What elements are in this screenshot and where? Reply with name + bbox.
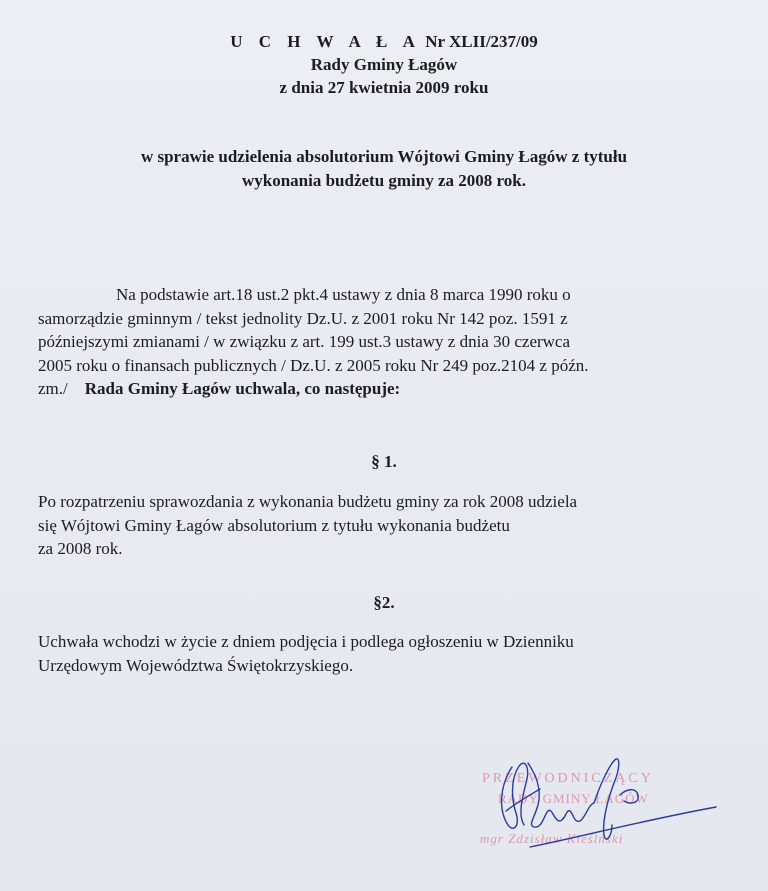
preamble-line: 2005 roku o finansach publicznych / Dz.U. z 2005 roku Nr 249 poz.2104 z późn. — [38, 355, 589, 375]
handwritten-signature — [470, 755, 740, 865]
section-1-mark: § 1. — [371, 452, 397, 471]
section-2-line: Uchwała wchodzi w życie z dniem podjęcia i podlega ogłoszeniu w Dzienniku — [38, 632, 574, 651]
subject-line: wykonania budżetu gminy za 2008 rok. — [241, 171, 526, 190]
official-stamp — [470, 755, 740, 865]
stamp-line-title: PRZEWODNICZĄCY — [482, 771, 654, 786]
section-2-mark: §2. — [373, 593, 395, 612]
preamble-line — [38, 377, 588, 401]
section-1-line: się Wójtowi Gminy Łagów absolutorium z tytułu wykonania budżetu — [38, 515, 510, 535]
section-2-text — [38, 630, 574, 677]
preamble-enactment: Rada Gminy Łagów uchwala, co następuje: — [84, 379, 401, 398]
signature-stroke — [620, 790, 638, 803]
signature-stroke — [530, 807, 716, 847]
resolution-number: Nr XLII/237/09 — [425, 32, 538, 51]
signature-stroke — [506, 789, 540, 811]
subject-line: w sprawie udzielenia absolutorium Wójtowi Gminy Łagów z tytułu — [140, 147, 628, 166]
resolution-title — [0, 30, 768, 53]
resolution-label: U C H W A Ł A — [230, 32, 421, 51]
resolution-date: z dnia 27 kwietnia 2009 roku — [279, 78, 489, 97]
preamble-line: Na podstawie art.18 ust.2 pkt.4 ustawy z dnia 8 marca 1990 roku o — [116, 285, 571, 304]
preamble-line: samorządzie gminnym / tekst jednolity Dz.U. z 2001 roku Nr 142 poz. 1591 z — [38, 308, 568, 328]
signature-stroke — [528, 763, 594, 827]
preamble-line: późniejszymi zmianami / w związku z art. 199 ust.3 ustawy z dnia 30 czerwca — [38, 332, 571, 351]
stamp-line-council: RADY GMINY ŁAGÓW — [498, 791, 649, 806]
preamble — [38, 283, 588, 401]
section-1-line: Po rozpatrzeniu sprawozdania z wykonania budżetu gminy za rok 2008 udziela — [38, 492, 578, 511]
council-name: Rady Gminy Łagów — [310, 55, 458, 74]
resolution-subject — [40, 145, 728, 193]
stamp-line-name: mgr Zdzisław Kieślński — [480, 831, 624, 846]
signature-stroke — [502, 763, 528, 828]
preamble-prefix: zm./ — [38, 379, 68, 398]
section-1-text — [38, 490, 577, 561]
section-2-line: Urzędowym Województwa Świętokrzyskiego. — [38, 655, 354, 675]
signature-stroke — [594, 759, 619, 839]
section-1-line: za 2008 rok. — [38, 539, 123, 558]
